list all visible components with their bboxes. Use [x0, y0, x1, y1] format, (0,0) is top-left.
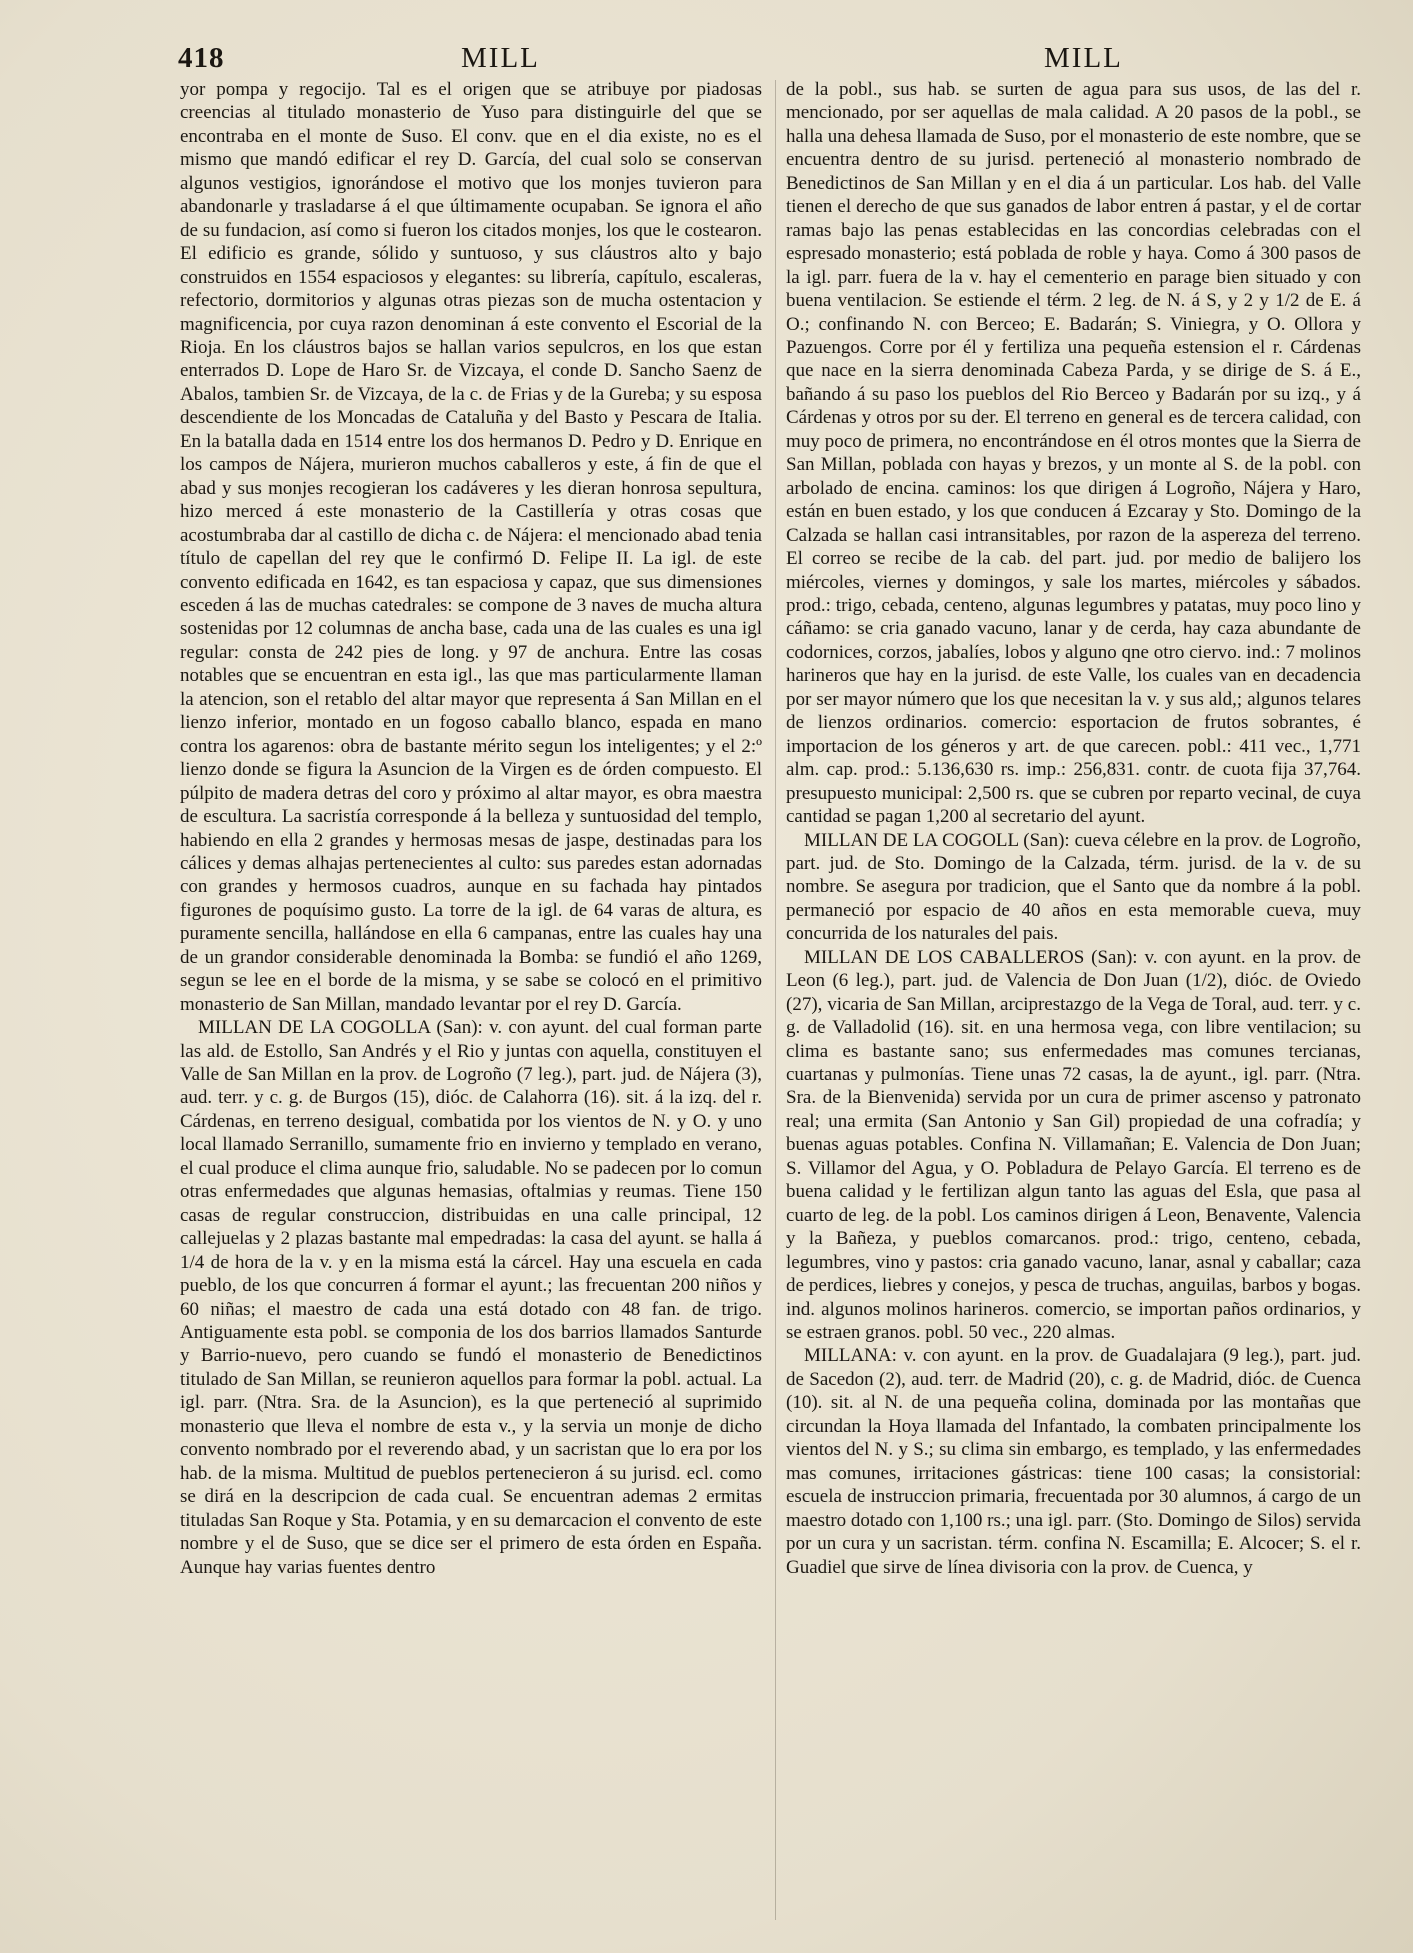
entry-millan-de-la-cogolla: MILLAN DE LA COGOLLA (San): v. con ayunt. del cual forman parte las ald. de Estollo, San Andrés y el Rio y juntas con aquella, constituyen el Valle de San Millan en la prov. de Logroño (7 leg.), part. jud. de Nájera (3), aud. terr. y c. g. de Burgos (15), dióc. de Calahorra (16). sit. á la izq. del r. Cárdenas, en terreno desigual, combatida por los vientos de N. y O. y uno local llamado Serranillo, sumamente frio en invierno y templado en verano, el cual produce el clima aunque frio, saludable. No se padecen por lo comun otras enfermedades que algunas hemasias, oftalmias y reumas. Tiene 150 casas de regular construccion, distribuidas en una calle principal, 12 callejuelas y 2 plazas bastante mal empedradas: la casa del ayunt. se halla á 1/4 de hora de la v. y en la misma está la cárcel. Hay una escuela en cada pueblo, de los que concurren á formar el ayunt.; las frecuentan 200 niños y 60 niñas; el maestro de cada una está dotado con 48 fan. de trigo. Antiguamente esta pobl. se componia de los dos barrios llamados Santurde y Barrio-nuevo, pero cuando se fundó el monasterio de Benedictinos titulado de San Millan, se reunieron aquellos para formar la pobl. actual. La igl. parr. (Ntra. Sra. de la Asuncion), es la que perteneció al suprimido monasterio que lleva el nombre de esta v., y la servia un monje de dicho convento nombrado por el reverendo abad, y un sacristan que lo era por los hab. de la misma. Multitud de pueblos pertenecieron á su jurisd. ecl. como se dirá en la descripcion de cada cual. Se encuentran ademas 2 ermitas tituladas San Roque y Sta. Potamia, y en su demarcacion el convento de este nombre y el de Suso, que se dice ser el primero de esta órden en España. Aunque hay varias fuentes dentro [180, 1017, 762, 1578]
continued-paragraph: yor pompa y regocijo. Tal es el origen que se atribuye por piadosas creencias al titulado monasterio de Yuso para distinguirle del que se encontraba en el monte de Suso. El conv. que en el dia existe, no es el mismo que mandó edificar el rey D. García, del cual solo se conservan algunos vestigios, ignorándose el motivo que los monjes tuvieron para abandonarle y trasladarse á el que últimamente ocupaban. Se ignora el año de su fundacion, así como si fueron los citados monjes, los que le costearon. El edificio es grande, sólido y suntuoso, y sus cláustros alto y bajo construidos en 1554 espaciosos y elegantes: su librería, capítulo, escaleras, refectorio, dormitorios y algunas otras piezas son de mucha ostentacion y magnificencia, por cuya razon denominan á este convento el Escorial de la Rioja. En los cláustros bajos se hallan varios sepulcros, en los que estan enterrados D. Lope de Haro Sr. de Vizcaya, el conde D. Sancho Saenz de Abalos, tambien Sr. de Vizcaya, de la c. de Frias y de la Gureba; y su esposa descendiente de los Moncadas de Cataluña y del Basto y Pescara de Italia. En la batalla dada en 1514 entre los dos hermanos D. Pedro y D. Enrique en los campos de Nájera, murieron muchos caballeros y este, á fin de que el abad y sus monjes recogieran los cadáveres y les dieran honrosa sepultura, hizo merced á este monasterio de la Castillería y otras cosas que acostumbraba dar al castillo de dicha c. de Nájera: el mencionado abad tenia título de capellan del rey que le confirmó D. Felipe II. La igl. de este convento edificada en 1642, es tan espaciosa y capaz, que sus dimensiones esceden á las de muchas catedrales: se compone de 3 naves de mucha altura sostenidas por 12 columnas de ancha base, cada una de las cuales es una igl regular: consta de 242 pies de long. y 97 de anchura. Entre las cosas notables que se encuentran en esta igl., las que mas particularmente llaman la atencion, son el retablo del altar mayor que representa á San Millan en el lienzo inferior, montado en un fogoso caballo blanco, espada en mano contra los agarenos: obra de bastante mérito segun los inteligentes; y el 2:º lienzo donde se figura la Asuncion de la Virgen es de órden compuesto. El púlpito de madera detras del coro y próximo al altar mayor, es obra maestra de escultura. La sacristía corresponde á la belleza y suntuosidad del templo, habiendo en ella 2 grandes y hermosas mesas de jaspe, destinadas para los cálices y demas alhajas pertenecientes al culto: sus paredes estan adornadas con grandes y hermosos cuadros, aunque en su fachada hay pintados figurones de poquísimo gusto. La torre de la igl. de 64 varas de altura, es puramente sencilla, hallándose en ella 6 campanas, entre las cuales hay una de un grandor considerable denominada la Bomba: se fundió el año 1269, segun se lee en el borde de la misma, y se sabe se colocó en el primitivo monasterio de San Millan, mandado levantar por el rey D. García. [180, 79, 762, 1015]
left-column [180, 78, 762, 1579]
page-header [178, 42, 1361, 78]
column-divider [775, 80, 776, 1920]
running-head-right: MILL [1044, 42, 1123, 74]
page-number: 418 [178, 42, 225, 74]
continued-paragraph: de la pobl., sus hab. se surten de agua para sus usos, de las del r. mencionado, por ser aquellas de mala calidad. A 20 pasos de la pobl., se halla una dehesa llamada de Suso, por el monasterio de este nombre, que se encuentra dentro de su jurisd. perteneció al monasterio nombrado de Benedictinos de San Millan y en el dia á un particular. Los hab. del Valle tienen el derecho de que sus ganados de labor entren á pastar, y el de cortar ramas bajo las penas establecidas en las concordias celebradas con el espresado monasterio; está poblada de roble y haya. Como á 300 pasos de la igl. parr. fuera de la v. hay el cementerio en parage bien situado y con buena ventilacion. Se estiende el térm. 2 leg. de N. á S, y 2 y 1/2 de E. á O.; confinando N. con Berceo; E. Badarán; S. Viniegra, y O. Ollora y Pazuengos. Corre por él y fertiliza una pequeña estension el r. Cárdenas que nace en la sierra denominada Cabeza Parda, y se dirige de S. á E., bañando á su paso los pueblos del Rio Berceo y Badarán por su izq., y á Cárdenas y otros por su der. El terreno en general es de tercera calidad, con muy poco de primera, no encontrándose en él otros montes que la Sierra de San Millan, poblada con hayas y brezos, y un monte al S. de la pobl. con arbolado de encina. caminos: los que dirigen á Logroño, Nájera y Haro, están en buen estado, y los que conducen á Ezcaray y Sto. Domingo de la Calzada se hallan casi intransitables, por razon de la aspereza del terreno. El correo se recibe de la cab. del part. jud. por medio de balijero los miércoles, viernes y domingos, y sale los martes, miércoles y sábados. prod.: trigo, cebada, centeno, algunas legumbres y patatas, muy poco lino y cáñamo: se cria ganado vacuno, lanar y de cerda, hay caza abundante de codornices, corzos, jabalíes, lobos y alguno qne otro ciervo. ind.: 7 molinos harineros que hay en la jurisd. de este Valle, los cuales van en decadencia por ser mayor número que los que necesitan la v. y sus ald,; algunos telares de lienzos ordinarios. comercio: esportacion de frutos sobrantes, é importacion de los géneros y art. de que carecen. pobl.: 411 vec., 1,771 alm. cap. prod.: 5.136,630 rs. imp.: 256,831. contr. de cuota fija 37,764. presupuesto municipal: 2,500 rs. que se cubren por reparto vecinal, de cuya cantidad se pagan 1,200 al secretario del ayunt. [786, 79, 1361, 828]
running-head-left: MILL [461, 42, 540, 74]
entry-millana: MILLANA: v. con ayunt. en la prov. de Guadalajara (9 leg.), part. jud. de Sacedon (2), aud. terr. de Madrid (20), c. g. de Madrid, dióc. de Cuenca (10). sit. al N. de una pequeña colina, dominada por las montañas que circundan la Hoya llamada del Infantado, la combaten principalmente los vientos del N. y S.; su clima sin embargo, es templado, y las enfermedades mas comunes, irritaciones gástricas: tiene 100 casas; la consistorial: escuela de instruccion primaria, frecuentada por 30 alumnos, á cargo de un maestro dotado con 1,100 rs.; una igl. parr. (Sto. Domingo de Silos) servida por un cura y un sacristan. térm. confina N. Escamilla; E. Alcocer; S. el r. Guadiel que sirve de línea divisoria con la prov. de Cuenca, y [786, 1345, 1361, 1578]
entry-millan-de-la-cogoll-cueva: MILLAN DE LA COGOLL (San): cueva célebre en la prov. de Logroño, part. jud. de Sto. Domingo de la Calzada, térm. jurisd. de la v. de su nombre. Se asegura por tradicion, que el Santo que da nombre á la pobl. permaneció por espacio de 40 años en esta memorable cueva, muy concurrida de los naturales del pais. [786, 829, 1361, 945]
right-column [786, 78, 1361, 1579]
entry-millan-de-los-caballeros: MILLAN DE LOS CABALLEROS (San): v. con ayunt. en la prov. de Leon (6 leg.), part. jud. de Valencia de Don Juan (1/2), dióc. de Oviedo (27), vicaria de San Millan, arciprestazgo de la Vega de Toral, aud. terr. y c. g. de Valladolid (16). sit. en una hermosa vega, con libre ventilacion; su clima es bastante sano; sus enfermedades mas comunes tercianas, cuartanas y pulmonías. Tiene unas 72 casas, la de ayunt., igl. parr. (Ntra. Sra. de la Bienvenida) servida por un cura de primer ascenso y patronato real; una ermita (San Antonio y San Gil) propiedad de una cofradía; y buenas aguas potables. Confina N. Villamañan; E. Valencia de Don Juan; S. Villamor del Agua, y O. Pobladura de Pelayo García. El terreno es de buena calidad y le fertilizan algun tanto las aguas del Esla, que pasa al cuarto de leg. de la pobl. Los caminos dirigen á Leon, Benavente, Valencia y la Bañeza, y pueblos comarcanos. prod.: trigo, centeno, cebada, legumbres, vino y pastos: cria ganado vacuno, lanar, asnal y caballar; caza de perdices, liebres y conejos, y pesca de truchas, anguilas, barbos y bogas. ind. algunos molinos harineros. comercio, se importan paños ordinarios, y se estraen granos. pobl. 50 vec., 220 almas. [786, 946, 1361, 1344]
